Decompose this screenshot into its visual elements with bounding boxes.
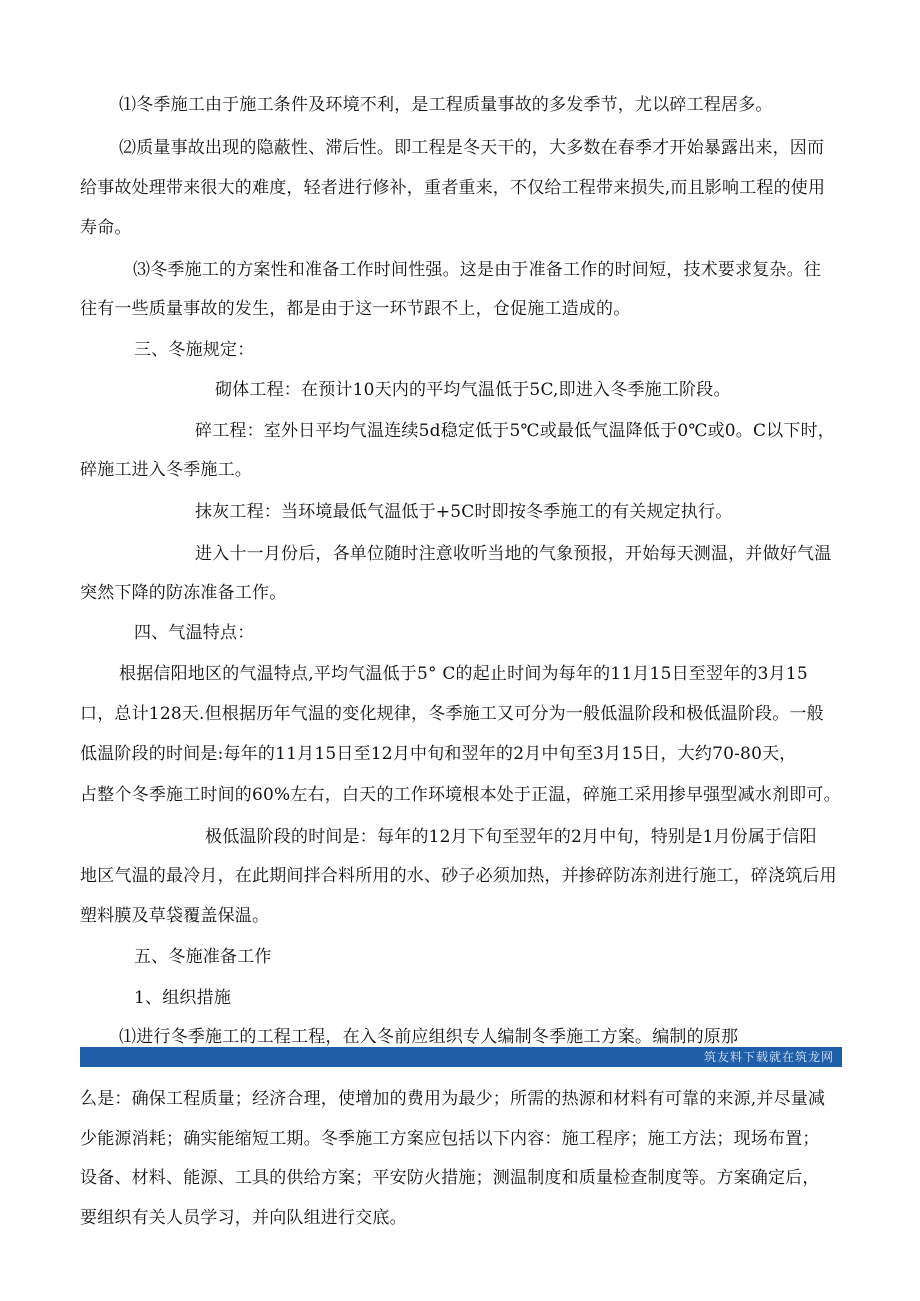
subsection-heading-5-1: 1、组织措施	[134, 988, 232, 1008]
paragraph-9-line-2: 地区气温的最冷月，在此期间拌合料所用的水、砂子必须加热，并掺碎防冻剂进行施工，碎浇筑后用	[80, 866, 837, 886]
section-heading-4: 四、气温特点：	[134, 623, 255, 643]
paragraph-8-line-1: 根据信阳地区的气温特点,平均气温低于5° C的起止时间为每年的11月15日至翌年的3月15	[119, 664, 808, 684]
paragraph-2-line-2: 给事故处理带来很大的难度，轻者进行修补，重者重来，不仅给工程带来损失,而且影响工程的使用	[80, 178, 826, 198]
paragraph-6-line-1: 抹灰工程：当环境最低气温低于+5C时即按冬季施工的有关规定执行。	[195, 502, 733, 522]
paragraph-9-line-3: 塑料膜及草袋覆盖保温。	[80, 906, 270, 926]
paragraph-9-line-1: 极低温阶段的时间是：每年的12月下旬至翌年的2月中旬，特别是1月份属于信阳	[205, 827, 817, 847]
section-heading-3: 三、冬施规定：	[134, 340, 255, 360]
page-2-line-2: 少能源消耗；确实能缩短工期。冬季施工方案应包括以下内容：施工程序；施工方法；现场布置；	[80, 1129, 820, 1149]
paragraph-8-line-4: 占整个冬季施工时间的60%左右，白天的工作环境根本处于正温，碎施工采用掺早强型减水剂即可。	[80, 785, 841, 805]
paragraph-8-line-2: 口，总计128天.但根据历年气温的变化规律，冬季施工又可分为一般低温阶段和极低温阶段。一般	[80, 704, 824, 724]
page-footer-band	[80, 1047, 842, 1067]
section-heading-5: 五、冬施准备工作	[134, 947, 272, 967]
page-2-line-4: 要组织有关人员学习，并向队组进行交底。	[80, 1208, 407, 1228]
paragraph-8-line-3: 低温阶段的时间是:每年的11月15日至12月中旬和翌年的2月中旬至3月15日，大约70-80天，	[80, 744, 797, 764]
paragraph-7-line-2: 突然下降的防冻准备工作。	[80, 583, 287, 603]
paragraph-3-line-2: 往有一些质量事故的发生，都是由于这一环节跟不上，仓促施工造成的。	[80, 299, 631, 319]
paragraph-3-line-1: ⑶冬季施工的方案性和准备工作时间性强。这是由于准备工作的时间短，技术要求复杂。往	[133, 260, 821, 280]
paragraph-1-line-1: ⑴冬季施工由于施工条件及环境不利，是工程质量事故的多发季节，尤以碎工程居多。	[119, 95, 773, 115]
paragraph-4-line-1: 砌体工程：在预计10天内的平均气温低于5C,即进入冬季施工阶段。	[215, 380, 731, 400]
page-2-line-3: 设备、材料、能源、工具的供给方案；平安防火措施；测温制度和质量检查制度等。方案确定后，	[80, 1168, 820, 1188]
paragraph-7-line-1: 进入十一月份后，各单位随时注意收听当地的气象预报，开始每天测温，并做好气温	[195, 544, 832, 564]
paragraph-2-line-3: 寿命。	[80, 218, 132, 238]
page-2-line-1: 么是：确保工程质量；经济合理，使增加的费用为最少；所需的热源和材料有可靠的来源,并尽量减	[80, 1089, 826, 1109]
paragraph-2-line-1: ⑵质量事故出现的隐蔽性、滞后性。即工程是冬天干的，大多数在春季才开始暴露出来，因而	[119, 138, 825, 158]
footer-watermark: 筑友料下载就在筑龙网	[703, 1050, 834, 1064]
paragraph-5-line-2: 碎施工进入冬季施工。	[80, 460, 252, 480]
paragraph-10-line-1: ⑴进行冬季施工的工程工程，在入冬前应组织专人编制冬季施工方案。编制的原那	[119, 1027, 739, 1047]
paragraph-5-line-1: 碎工程：室外日平均气温连续5d稳定低于5℃或最低气温降低于0℃或0。C以下时，	[195, 421, 835, 441]
